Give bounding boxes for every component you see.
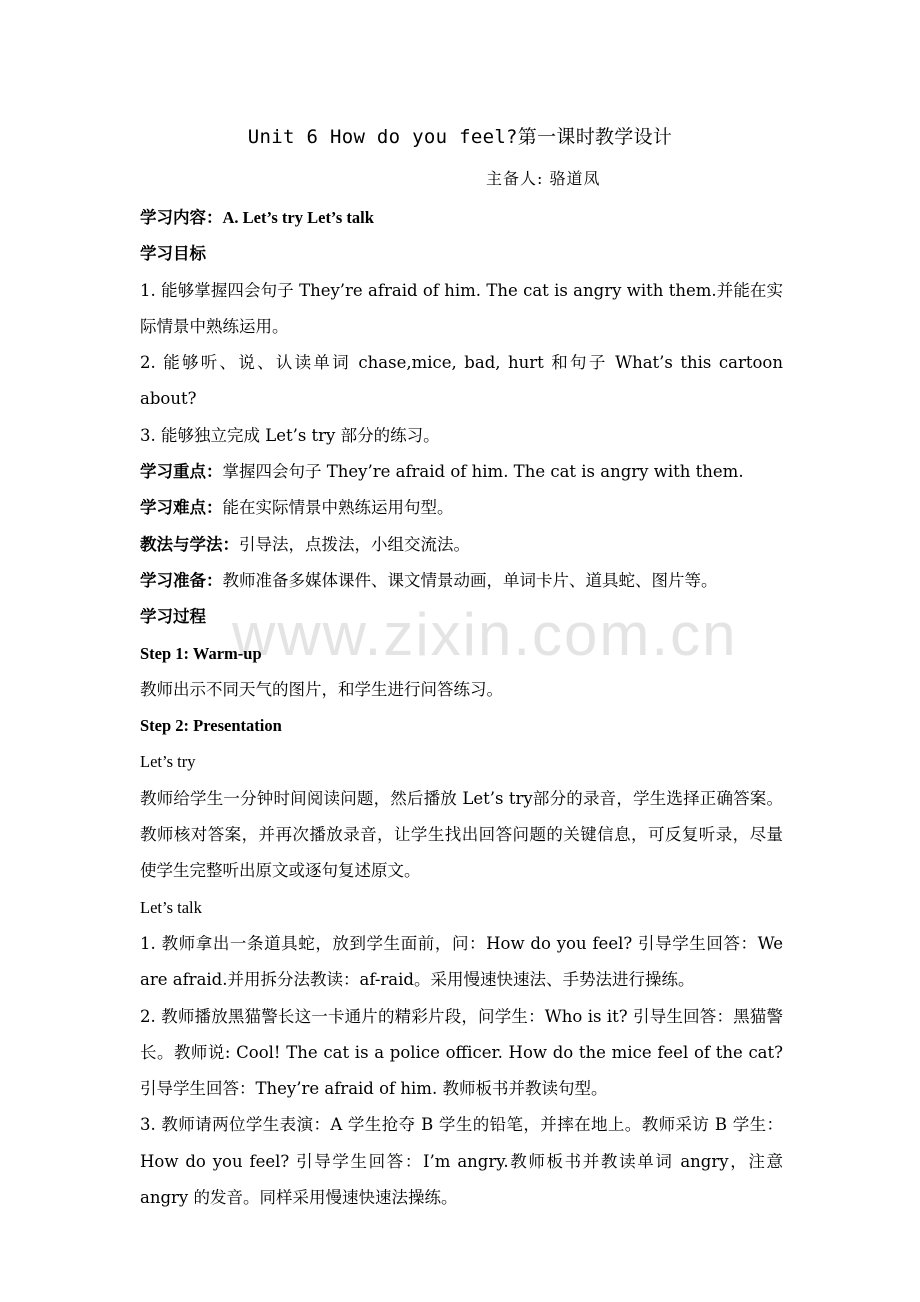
methods-value: 引导法，点拨法，小组交流法。 [239,534,470,554]
key-points-label: 学习重点： [140,462,223,482]
document-title: Unit 6 How do you feel?第一课时教学设计 [247,126,673,148]
objective-item: 3. 能够独立完成 Let’s try 部分的练习。 [140,425,440,445]
difficulties-value: 能在实际情景中熟练运用句型。 [222,498,454,518]
objective-item: 1. 能够掌握四会句子 They’re afraid of him. The cat is angry with them.并能在实际情景中熟练运用。 [140,280,783,336]
key-points-line [140,454,783,490]
objectives-heading: 学习目标 [140,244,206,264]
methods-line [140,527,783,563]
document-body [140,200,783,1216]
difficulties-label: 学习难点： [140,498,223,518]
step2-title: Step 2: Presentation [140,716,282,736]
preparation-label: 学习准备： [140,570,223,590]
objective-item: 2. 能够听、说、认读单词 chase,mice, bad, hurt 和句子 What’s this cartoon about? [140,353,783,409]
content-line [140,200,783,236]
step1-text: 教师出示不同天气的图片，和学生进行问答练习。 [140,679,503,699]
lets-talk-label: Let’s talk [140,897,202,917]
author-line: 主备人: 骆道凤 [486,169,601,188]
watermark: www.zixin.com.cn [232,601,738,668]
process-heading: 学习过程 [140,607,206,627]
content-value: A. Let’s try Let’s talk [222,208,374,227]
lets-try-text: 教师给学生一分钟时间阅读问题，然后播放 Let’s try部分的录音，学生选择正确答案。教师核对答案，并再次播放录音，让学生找出回答问题的关键信息，可反复听录，尽量使学生完整听出原文或逐句复述原文。 [140,788,783,881]
step1-title: Step 1: Warm-up [140,643,262,663]
preparation-line [140,563,783,599]
preparation-value: 教师准备多媒体课件、课文情景动画，单词卡片、道具蛇、图片等。 [222,570,718,590]
lets-talk-item: 2. 教师播放黑猫警长这一卡通片的精彩片段，问学生：Who is it? 引导生回答：黑猫警长。教师说: Cool! The cat is a police officer. How do the mice feel of the cat? 引导学生回答：They’re afraid of him. 教师板书并教读句型。 [140,1006,783,1099]
lets-talk-item: 3. 教师请两位学生表演：A 学生抢夺 B 学生的铅笔，并摔在地上。教师采访 B 学生：How do you feel? 引导学生回答：I’m angry.教师板书并教读单词 angry，注意 angry 的发音。同样采用慢速快速法操练。 [140,1115,783,1208]
content-label: 学习内容： [140,208,223,227]
methods-label: 教法与学法： [140,534,239,554]
difficulties-line [140,490,783,526]
lets-try-label: Let’s try [140,752,196,772]
lets-talk-item: 1. 教师拿出一条道具蛇，放到学生面前，问：How do you feel? 引导学生回答：We are afraid.并用拆分法教读：af-raid。采用慢速快速法、手势法进行操练。 [140,933,783,990]
key-points-value: 掌握四会句子 They’re afraid of him. The cat is angry with them. [222,462,744,482]
